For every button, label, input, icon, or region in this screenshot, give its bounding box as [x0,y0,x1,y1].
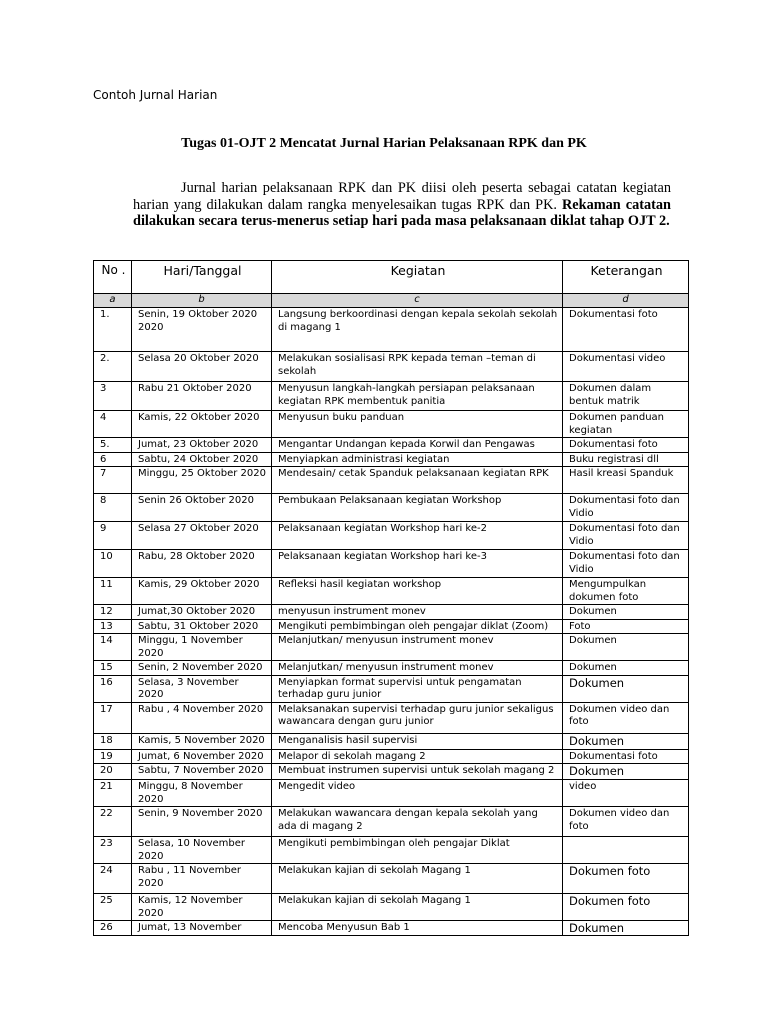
table-row [94,467,689,494]
table-row [94,522,689,550]
cell-date: Minggu, 25 Oktober 2020 [132,467,272,494]
cell-number: 8 [94,494,132,522]
cell-date: Selasa 27 Oktober 2020 [132,522,272,550]
cell-number: 23 [94,837,132,864]
cell-date: Jumat, 23 Oktober 2020 [132,438,272,453]
table-row [94,780,689,807]
cell-notes: Dokumen [563,675,689,702]
cell-date: Kamis, 5 November 2020 [132,733,272,749]
cell-activity: Melaksanakan supervisi terhadap guru junior sekaligus wawancara dengan guru junior [272,702,563,733]
cell-notes: Dokumentasi foto [563,308,689,352]
header-date: Hari/Tanggal [132,261,272,294]
cell-number: 24 [94,864,132,894]
document-label: Contoh Jurnal Harian [93,88,218,102]
table-row [94,764,689,780]
cell-number: 7 [94,467,132,494]
cell-number: 18 [94,733,132,749]
cell-notes: Dokumen [563,634,689,661]
cell-date: Selasa, 3 November 2020 [132,675,272,702]
cell-number: 19 [94,749,132,764]
cell-notes: Dokumen [563,921,689,936]
table-row [94,352,689,382]
cell-date: Rabu , 11 November 2020 [132,864,272,894]
cell-number: 21 [94,780,132,807]
cell-number: 14 [94,634,132,661]
cell-date: Kamis, 22 Oktober 2020 [132,411,272,438]
cell-notes [563,837,689,864]
table-row [94,807,689,837]
table-header-row [94,261,689,294]
cell-notes: Dokumen video dan foto [563,807,689,837]
cell-activity: Melapor di sekolah magang 2 [272,749,563,764]
cell-date: Rabu 21 Oktober 2020 [132,382,272,411]
header-activity: Kegiatan [272,261,563,294]
table-row [94,894,689,921]
table-row [94,619,689,634]
column-letter: c [272,294,563,308]
table-row [94,308,689,352]
cell-activity: Menyusun langkah-langkah persiapan pelaksanaan kegiatan RPK membentuk panitia [272,382,563,411]
cell-activity: Mengantar Undangan kepada Korwil dan Pengawas [272,438,563,453]
cell-date: Kamis, 29 Oktober 2020 [132,578,272,605]
cell-number: 2. [94,352,132,382]
cell-number: 11 [94,578,132,605]
cell-activity: Pembukaan Pelaksanaan kegiatan Workshop [272,494,563,522]
cell-activity: Menganalisis hasil supervisi [272,733,563,749]
table-row [94,702,689,733]
column-letter: d [563,294,689,308]
cell-notes: Dokumentasi foto [563,749,689,764]
cell-activity: Melakukan sosialisasi RPK kepada teman –teman di sekolah [272,352,563,382]
cell-date: Senin, 9 November 2020 [132,807,272,837]
cell-date: Jumat,30 Oktober 2020 [132,605,272,620]
intro-bold-text: Rekaman catatan dilakukan secara terus-menerus setiap hari pada masa pelaksanaan diklat tahap OJT 2. [133,196,671,229]
cell-date: Minggu, 8 November 2020 [132,780,272,807]
cell-date: Senin, 2 November 2020 [132,661,272,676]
cell-date: Sabtu, 31 Oktober 2020 [132,619,272,634]
cell-date: Minggu, 1 November 2020 [132,634,272,661]
cell-activity: Menyiapkan administrasi kegiatan [272,452,563,467]
cell-notes: Dokumen [563,764,689,780]
cell-activity: Melakukan kajian di sekolah Magang 1 [272,894,563,921]
cell-number: 9 [94,522,132,550]
cell-number: 26 [94,921,132,936]
cell-notes: Dokumentasi foto [563,438,689,453]
cell-date: Rabu, 28 Oktober 2020 [132,550,272,578]
intro-indent [133,180,181,196]
cell-notes: Dokumen foto [563,894,689,921]
cell-activity: Mengikuti pembimbingan oleh pengajar diklat (Zoom) [272,619,563,634]
cell-notes: Foto [563,619,689,634]
cell-notes: Mengumpulkan dokumen foto [563,578,689,605]
cell-notes: Buku registrasi dll [563,452,689,467]
cell-activity: Menyiapkan format supervisi untuk pengamatan terhadap guru junior [272,675,563,702]
column-letter-row [94,294,689,308]
cell-date: Sabtu, 7 November 2020 [132,764,272,780]
cell-number: 1. [94,308,132,352]
header-notes: Keterangan [563,261,689,294]
cell-activity: Refleksi hasil kegiatan workshop [272,578,563,605]
table-row [94,550,689,578]
cell-activity: Melakukan kajian di sekolah Magang 1 [272,864,563,894]
cell-number: 5. [94,438,132,453]
cell-notes: video [563,780,689,807]
column-letter: a [94,294,132,308]
cell-number: 3 [94,382,132,411]
cell-number: 20 [94,764,132,780]
cell-activity: Mengikuti pembimbingan oleh pengajar Diklat [272,837,563,864]
intro-normal-text: Jurnal harian pelaksanaan RPK dan PK diisi oleh peserta sebagai catatan kegiatan harian yang dilakukan dalam rangka menyelesaikan tugas RPK dan PK. [133,180,671,213]
cell-number: 6 [94,452,132,467]
cell-date: Selasa 20 Oktober 2020 [132,352,272,382]
cell-date: Kamis, 12 November 2020 [132,894,272,921]
table-row [94,382,689,411]
cell-notes: Dokumen foto [563,864,689,894]
table-row [94,921,689,936]
cell-date: Sabtu, 24 Oktober 2020 [132,452,272,467]
cell-activity: Melanjutkan/ menyusun instrument monev [272,634,563,661]
table-row [94,411,689,438]
cell-date: Jumat, 13 November [132,921,272,936]
cell-notes: Dokumen dalam bentuk matrik [563,382,689,411]
column-letter: b [132,294,272,308]
cell-number: 15 [94,661,132,676]
cell-date: Selasa, 10 November 2020 [132,837,272,864]
cell-activity: Langsung berkoordinasi dengan kepala sekolah sekolah di magang 1 [272,308,563,352]
intro-paragraph [133,180,671,230]
cell-date: Rabu , 4 November 2020 [132,702,272,733]
cell-number: 17 [94,702,132,733]
cell-notes: Dokumentasi video [563,352,689,382]
cell-notes: Hasil kreasi Spanduk [563,467,689,494]
table-row [94,837,689,864]
cell-notes: Dokumen [563,661,689,676]
cell-notes: Dokumentasi foto dan Vidio [563,494,689,522]
cell-activity: Mencoba Menyusun Bab 1 [272,921,563,936]
cell-activity: Melanjutkan/ menyusun instrument monev [272,661,563,676]
cell-notes: Dokumen [563,605,689,620]
cell-activity: Mengedit video [272,780,563,807]
table-row [94,452,689,467]
cell-activity: Mendesain/ cetak Spanduk pelaksanaan kegiatan RPK [272,467,563,494]
table-row [94,605,689,620]
cell-activity: Melakukan wawancara dengan kepala sekolah yang ada di magang 2 [272,807,563,837]
cell-notes: Dokumen panduan kegiatan [563,411,689,438]
table-row [94,438,689,453]
cell-notes: Dokumentasi foto dan Vidio [563,522,689,550]
cell-notes: Dokumen [563,733,689,749]
cell-activity: menyusun instrument monev [272,605,563,620]
table-row [94,634,689,661]
cell-notes: Dokumentasi foto dan Vidio [563,550,689,578]
cell-number: 13 [94,619,132,634]
cell-activity: Menyusun buku panduan [272,411,563,438]
journal-table [93,260,689,936]
table-body [94,308,689,936]
table-row [94,749,689,764]
table-row [94,578,689,605]
cell-date: Senin 26 Oktober 2020 [132,494,272,522]
cell-activity: Pelaksanaan kegiatan Workshop hari ke-3 [272,550,563,578]
cell-date: Senin, 19 Oktober 2020 2020 [132,308,272,352]
cell-number: 25 [94,894,132,921]
cell-notes: Dokumen video dan foto [563,702,689,733]
cell-number: 16 [94,675,132,702]
cell-date: Jumat, 6 November 2020 [132,749,272,764]
table-row [94,733,689,749]
cell-number: 10 [94,550,132,578]
cell-activity: Membuat instrumen supervisi untuk sekolah magang 2 [272,764,563,780]
cell-number: 4 [94,411,132,438]
table-row [94,675,689,702]
cell-number: 22 [94,807,132,837]
table-row [94,864,689,894]
cell-activity: Pelaksanaan kegiatan Workshop hari ke-2 [272,522,563,550]
document-title: Tugas 01-OJT 2 Mencatat Jurnal Harian Pelaksanaan RPK dan PK [181,136,587,151]
cell-number: 12 [94,605,132,620]
table-row [94,661,689,676]
header-no: No . [94,261,132,294]
table-row [94,494,689,522]
